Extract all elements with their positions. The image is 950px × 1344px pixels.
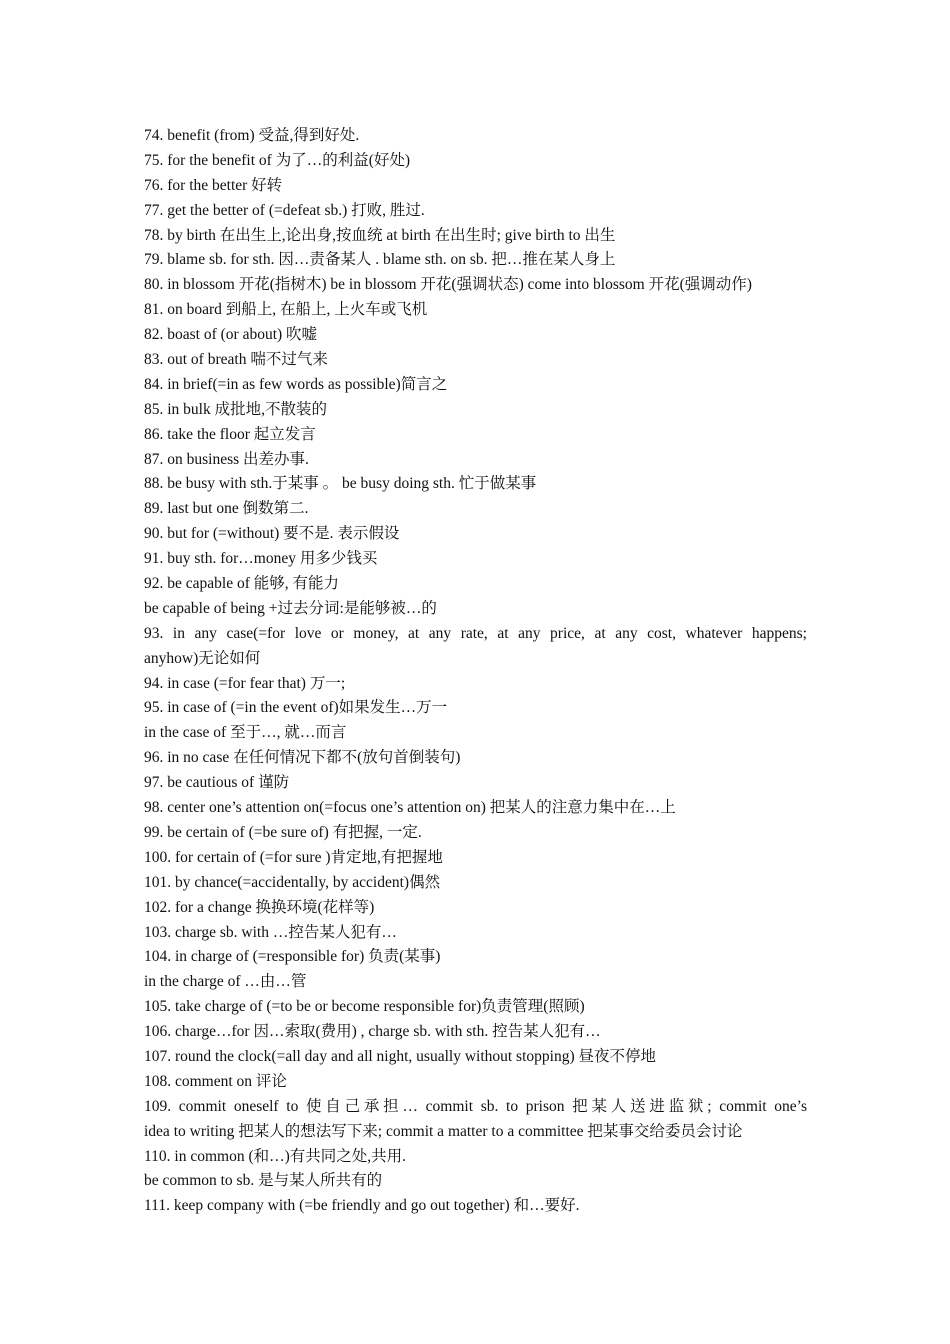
entry-line: 89. last but one 倒数第二. (144, 500, 309, 518)
entry-line: 82. boast of (or about) 吹嘘 (144, 326, 318, 344)
entry-line: 76. for the better 好转 (144, 176, 283, 194)
entry-line: 94. in case (=for fear that) 万一; (144, 674, 346, 692)
entry-line: 97. be cautious of 谨防 (144, 774, 290, 792)
entry-line: 78. by birth 在出生上,论出身,按血统 at birth 在出生时; give birth to 出生 (144, 226, 616, 244)
entry-line: 84. in brief(=in as few words as possible)简言之 (144, 375, 448, 393)
entry-line: 80. in blossom 开花(指树木) be in blossom 开花(强调状态) come into blossom 开花(强调动作) (144, 276, 752, 294)
entry-line: 102. for a change 换换环境(花样等) (144, 898, 375, 916)
entry-line: be common to sb. 是与某人所共有的 (144, 1172, 383, 1190)
entry-line: in the charge of …由…管 (144, 973, 307, 991)
entry-line: 77. get the better of (=defeat sb.) 打败, 胜过. (144, 201, 425, 219)
entry-line: 100. for certain of (=for sure )肯定地,有把握地 (144, 848, 443, 866)
entry-line: 87. on business 出差办事. (144, 450, 309, 468)
entry-line: anyhow)无论如何 (144, 649, 261, 667)
document-page (144, 124, 807, 1219)
entry-line: 95. in case of (=in the event of)如果发生…万一 (144, 699, 448, 717)
entry-line: idea to writing 把某人的想法写下来; commit a matter to a committee 把某事交给委员会讨论 (144, 1122, 743, 1140)
entry-line: 85. in bulk 成批地,不散装的 (144, 400, 327, 418)
entry-line: 98. center one’s attention on(=focus one’s attention on) 把某人的注意力集中在…上 (144, 799, 676, 817)
entry-line: be capable of being +过去分词:是能够被…的 (144, 599, 437, 617)
entry-line: 83. out of breath 喘不过气来 (144, 351, 328, 369)
entry-line: 91. buy sth. for…money 用多少钱买 (144, 550, 378, 568)
entry-line: 88. be busy with sth.于某事 。 be busy doing sth. 忙于做某事 (144, 475, 537, 493)
entry-line: 75. for the benefit of 为了…的利益(好处) (144, 151, 411, 169)
entry-line: 90. but for (=without) 要不是. 表示假设 (144, 525, 400, 543)
entry-line: 106. charge…for 因…索取(费用) , charge sb. with sth. 控告某人犯有… (144, 1023, 601, 1041)
entry-line: 107. round the clock(=all day and all night, usually without stopping) 昼夜不停地 (144, 1047, 656, 1065)
entry-line: 108. comment on 评论 (144, 1072, 287, 1090)
entry-line: 86. take the floor 起立发言 (144, 425, 316, 443)
entry-line: 110. in common (和…)有共同之处,共用. (144, 1147, 407, 1165)
entry-line: in the case of 至于…, 就…而言 (144, 724, 347, 742)
entry-line: 109. commit oneself to 使自己承担… commit sb. to prison 把某人送进监狱; commit one’s (144, 1097, 807, 1115)
entry-line: 79. blame sb. for sth. 因…责备某人 . blame sth. on sb. 把…推在某人身上 (144, 251, 616, 269)
entry-line: 99. be certain of (=be sure of) 有把握, 一定. (144, 823, 422, 841)
entry-line: 105. take charge of (=to be or become responsible for)负责管理(照顾) (144, 998, 585, 1016)
entry-line: 96. in no case 在任何情况下都不(放句首倒装句) (144, 749, 461, 767)
entry-line: 74. benefit (from) 受益,得到好处. (144, 127, 360, 144)
entry-line: 103. charge sb. with …控告某人犯有… (144, 923, 397, 941)
entry-line: 93. in any case(=for love or money, at any rate, at any price, at any cost, whatever happens; (144, 624, 807, 642)
entry-line: 92. be capable of 能够, 有能力 (144, 575, 339, 593)
entry-line: 104. in charge of (=responsible for) 负责(某事) (144, 948, 441, 966)
entry-line: 81. on board 到船上, 在船上, 上火车或飞机 (144, 301, 428, 319)
entry-line: 111. keep company with (=be friendly and go out together) 和…要好. (144, 1197, 580, 1215)
entry-line: 101. by chance(=accidentally, by accident)偶然 (144, 873, 441, 891)
